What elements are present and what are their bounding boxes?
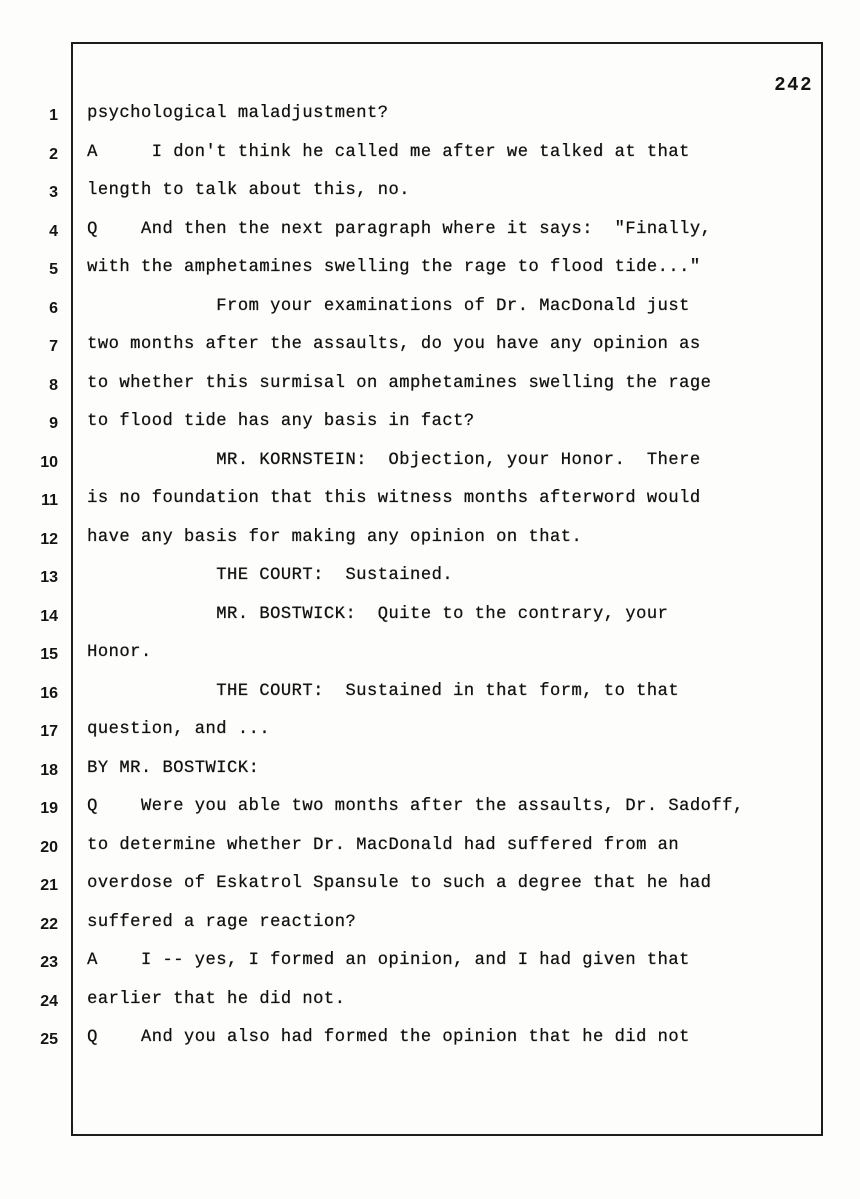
transcript-line [0,489,860,528]
line-number: 4 [49,222,58,240]
line-text: overdose of Eskatrol Spansule to such a degree that he had [87,874,712,893]
transcript-line [0,913,860,952]
transcript-line [0,412,860,451]
line-number: 21 [40,877,58,894]
line-number: 6 [49,299,58,317]
line-number: 24 [40,992,58,1010]
transcript-line [0,682,860,721]
line-text: MR. BOSTWICK: Quite to the contrary, your [87,604,669,624]
line-number: 20 [40,838,58,856]
line-text: MR. KORNSTEIN: Objection, your Honor. There [87,450,701,470]
transcript-line [0,143,860,182]
line-text: Q And you also had formed the opinion that he did not [87,1028,690,1047]
transcript-line [0,951,860,990]
line-number: 18 [40,761,58,779]
transcript-line [0,1028,860,1067]
line-text: question, and ... [87,720,270,739]
line-text: two months after the assaults, do you have any opinion as [87,335,701,354]
line-text: A I don't think he called me after we talked at that [87,142,690,162]
line-number: 13 [40,569,58,586]
transcript-line [0,258,860,297]
line-text: to flood tide has any basis in fact? [87,412,475,431]
line-text: A I -- yes, I formed an opinion, and I had given that [87,951,690,970]
line-text: Honor. [87,643,152,662]
page-number: 242 [774,74,813,96]
transcript-line [0,374,860,413]
transcript-line [0,990,860,1029]
line-text: From your examinations of Dr. MacDonald just [87,296,690,316]
line-number: 15 [40,646,58,663]
line-number: 19 [40,800,58,817]
transcript-line [0,104,860,143]
line-text: Q Were you able two months after the assaults, Dr. Sadoff, [87,797,744,816]
line-text: have any basis for making any opinion on that. [87,527,583,547]
line-text: BY MR. BOSTWICK: [87,758,260,778]
transcript-line [0,566,860,605]
transcript-line [0,451,860,490]
line-number: 17 [40,723,58,740]
line-number: 9 [49,415,58,432]
line-text: length to talk about this, no. [87,181,410,200]
transcript-line [0,836,860,875]
line-number: 14 [40,607,58,625]
line-number: 1 [49,107,58,124]
transcript-line [0,720,860,759]
transcript-line [0,759,860,798]
line-number: 10 [40,453,58,471]
line-number: 2 [49,145,58,163]
line-number: 5 [49,261,58,278]
line-number: 11 [41,492,58,509]
transcript-line [0,874,860,913]
line-number: 16 [40,684,58,702]
line-number: 3 [49,184,58,201]
transcript-line [0,297,860,336]
line-text: to whether this surmisal on amphetamines swelling the rage [87,373,712,393]
transcript-line [0,528,860,567]
line-number: 23 [40,954,58,971]
line-text: suffered a rage reaction? [87,912,357,932]
transcript-line [0,643,860,682]
line-text: with the amphetamines swelling the rage to flood tide..." [87,258,701,277]
transcript-line [0,220,860,259]
line-text: THE COURT: Sustained in that form, to that [87,681,680,701]
line-text: THE COURT: Sustained. [87,566,453,585]
line-text: earlier that he did not. [87,989,346,1009]
line-text: is no foundation that this witness months afterword would [87,489,701,508]
transcript-line [0,797,860,836]
line-number: 22 [40,915,58,933]
line-number: 25 [40,1031,58,1048]
line-text: Q And then the next paragraph where it says: "Finally, [87,219,712,239]
transcript-line [0,181,860,220]
line-number: 12 [40,530,58,548]
transcript-line [0,605,860,644]
line-number: 7 [49,338,58,355]
line-text: psychological maladjustment? [87,104,389,123]
line-number: 8 [49,376,58,394]
transcript-line [0,335,860,374]
transcript-line-list [0,104,860,1067]
line-text: to determine whether Dr. MacDonald had suffered from an [87,835,680,855]
